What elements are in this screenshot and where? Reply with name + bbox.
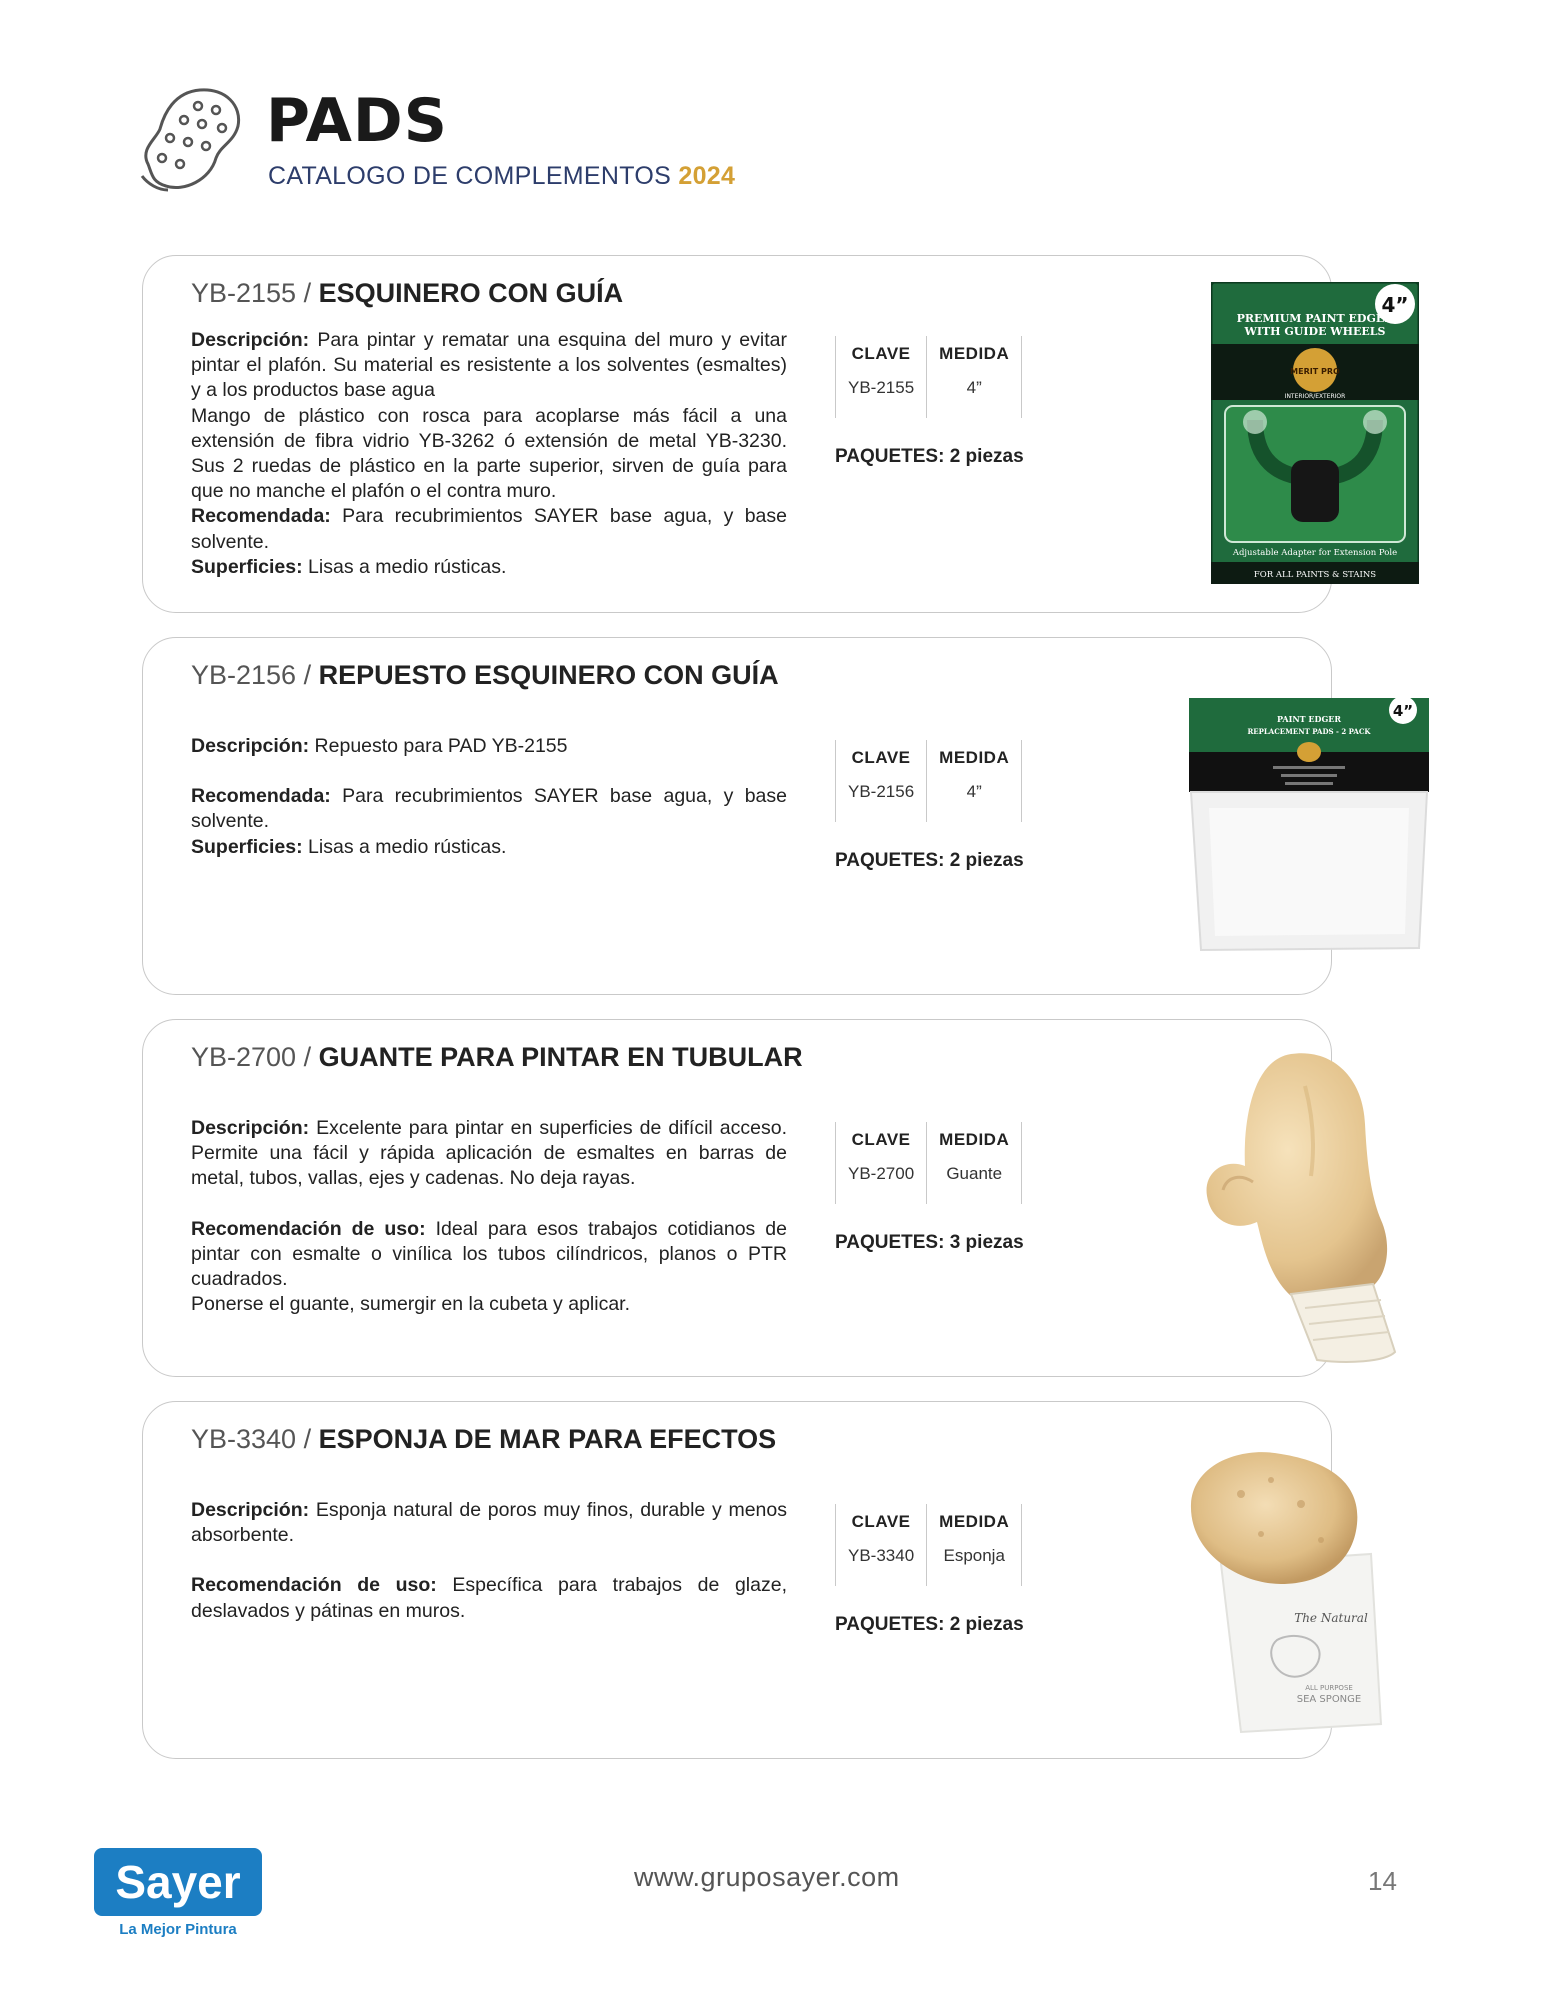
desc-text: Mango de plástico con rosca para acoplarse más fácil a una extensión de fibra vidrio YB-3262 ó extensión de metal YB-3230. Sus 2 ruedas de plástico en la parte superior, sirven de guía para que no manche el plafón o el contra muro.	[191, 404, 787, 503]
desc-label: Recomendación de uso:	[191, 1574, 437, 1597]
spec-clave-value: YB-2156	[848, 782, 915, 801]
desc-text: Ponerse el guante, sumergir en la cubeta y aplicar.	[191, 1293, 631, 1316]
spec-header-medida: MEDIDA	[939, 1130, 1010, 1149]
spec-block	[835, 1504, 1024, 1636]
product-name: REPUESTO ESQUINERO CON GUÍA	[318, 660, 779, 690]
product-code: YB-3340 /	[191, 1424, 312, 1454]
spec-header-clave: CLAVE	[851, 344, 911, 363]
product-title	[191, 1042, 803, 1073]
product-title	[191, 660, 779, 691]
desc-text: Lisas a medio rústicas.	[302, 835, 507, 858]
desc-text: Para recubrimientos SAYER base agua, y base solvente.	[191, 785, 787, 833]
product-code: YB-2156 /	[191, 660, 312, 690]
spec-header-clave: CLAVE	[851, 1512, 911, 1531]
desc-text: Repuesto para PAD YB-2155	[309, 735, 568, 757]
spec-clave-value: YB-3340	[848, 1546, 915, 1565]
desc-text: Excelente para pintar en superficies de difícil acceso. Permite una fácil y rápida aplicación de esmaltes en barras de metal, tubos, vallas, ejes y cadenas. No deja rayas.	[191, 1117, 787, 1190]
desc-text: Esponja natural de poros muy finos, durable y menos absorbente.	[191, 1499, 787, 1547]
painting-mitt-image	[1195, 1046, 1425, 1366]
package-adapter-label: Adjustable Adapter for Extension Pole	[1232, 548, 1398, 558]
subtitle-text: CATALOGO DE COMPLEMENTOS	[268, 162, 672, 190]
spec-medida-column	[927, 740, 1022, 822]
spec-paquetes: PAQUETES: 2 piezas	[835, 446, 1024, 467]
spec-header-clave: CLAVE	[851, 1130, 911, 1149]
spec-paquetes: PAQUETES: 3 piezas	[835, 1232, 1024, 1253]
product-description	[191, 734, 787, 860]
subtitle-year: 2024	[678, 162, 736, 190]
desc-text: Para pintar y rematar una esquina del muro y evitar pintar el plafón. Su material es resistente a los solventes (esmaltes) y a los productos base agua	[191, 329, 787, 402]
product-card-yb-3340	[142, 1401, 1368, 1759]
spec-clave-column	[835, 740, 927, 822]
package-title-line1: PREMIUM PAINT EDGER	[1236, 312, 1394, 325]
desc-label: Descripción:	[191, 329, 310, 351]
logo-tagline: La Mejor Pintura	[119, 1921, 237, 1938]
logo-brand-text: Sayer	[115, 1856, 241, 1908]
desc-label: Superficies:	[191, 555, 303, 578]
spec-header-medida: MEDIDA	[939, 748, 1010, 767]
spec-header-clave: CLAVE	[851, 748, 911, 767]
spec-table	[835, 1122, 1024, 1204]
desc-text: Para recubrimientos SAYER base agua, y base solvente.	[191, 505, 787, 553]
spec-medida-value: Guante	[946, 1164, 1003, 1183]
product-code: YB-2155 /	[191, 278, 312, 308]
sponge-icon	[138, 84, 248, 194]
package-interior-label: INTERIOR/EXTERIOR	[1284, 393, 1346, 400]
spec-medida-value: Esponja	[943, 1546, 1005, 1565]
spec-paquetes: PAQUETES: 2 piezas	[835, 850, 1024, 871]
spec-table	[835, 1504, 1024, 1586]
package-size-label: 4”	[1392, 702, 1414, 720]
desc-gap	[191, 1192, 787, 1217]
package-name-label: SEA SPONGE	[1296, 1694, 1362, 1705]
sayer-logo-mark	[94, 1848, 264, 1938]
paint-edger-package-image	[1211, 282, 1419, 584]
spec-medida-column	[927, 336, 1022, 418]
desc-label: Descripción:	[191, 735, 310, 757]
product-card-yb-2155	[142, 255, 1409, 613]
spec-header-medida: MEDIDA	[939, 1512, 1010, 1531]
desc-gap	[191, 759, 787, 784]
desc-label: Recomendada:	[191, 785, 331, 808]
package-title-line1: PAINT EDGER	[1276, 714, 1342, 724]
spec-table	[835, 740, 1024, 822]
product-name: ESPONJA DE MAR PARA EFECTOS	[318, 1424, 777, 1454]
page-header	[138, 84, 838, 204]
spec-clave-value: YB-2155	[848, 378, 915, 397]
spec-block	[835, 1122, 1024, 1254]
desc-label: Descripción:	[191, 1117, 310, 1139]
spec-table	[835, 336, 1024, 418]
product-card-yb-2156	[142, 637, 1414, 995]
product-card-yb-2700	[142, 1019, 1332, 1377]
desc-gap	[191, 1548, 787, 1573]
spec-medida-column	[927, 1504, 1022, 1586]
footer-url: www.gruposayer.com	[634, 1862, 900, 1892]
product-code: YB-2700 /	[191, 1042, 312, 1072]
desc-label: Recomendada:	[191, 505, 331, 528]
spec-block	[835, 740, 1024, 872]
spec-medida-value: 4”	[966, 378, 982, 397]
package-footer-label: FOR ALL PAINTS & STAINS	[1253, 570, 1377, 580]
desc-text: Ideal para esos trabajos cotidianos de pintar con esmalte o vinílica los tubos cilíndricos, planos o PTR cuadrados.	[191, 1217, 787, 1291]
spec-paquetes: PAQUETES: 2 piezas	[835, 1614, 1024, 1635]
desc-text: Específica para trabajos de glaze, deslavados y pátinas en muros.	[191, 1574, 787, 1622]
desc-label: Recomendación de uso:	[191, 1217, 426, 1240]
spec-medida-column	[927, 1122, 1022, 1204]
package-size-label: 4”	[1381, 293, 1409, 317]
desc-label: Descripción:	[191, 1499, 310, 1521]
page-subtitle	[268, 162, 735, 191]
package-brand-badge: MERIT PRO	[1290, 367, 1340, 376]
spec-clave-column	[835, 336, 927, 418]
desc-text: Lisas a medio rústicas.	[302, 555, 507, 578]
spec-clave-column	[835, 1122, 927, 1204]
sayer-logo	[94, 1848, 264, 1938]
product-title	[191, 1424, 776, 1455]
spec-header-medida: MEDIDA	[939, 344, 1010, 363]
product-description	[191, 1116, 787, 1317]
desc-label: Superficies:	[191, 835, 303, 858]
sea-sponge-package-image	[1181, 1444, 1391, 1734]
spec-block	[835, 336, 1024, 468]
package-title-line2: WITH GUIDE WHEELS	[1244, 325, 1386, 338]
spec-medida-value: 4”	[966, 782, 982, 801]
replacement-pads-package-image	[1189, 698, 1429, 954]
spec-clave-column	[835, 1504, 927, 1586]
page-number: 14	[1368, 1866, 1397, 1896]
product-description	[191, 1498, 787, 1624]
page-title: PADS	[266, 86, 448, 156]
spec-clave-value: YB-2700	[848, 1164, 915, 1183]
package-brand-label: The Natural	[1294, 1611, 1368, 1625]
package-purpose-label: ALL PURPOSE	[1305, 1684, 1353, 1692]
product-description	[191, 328, 787, 580]
product-name: GUANTE PARA PINTAR EN TUBULAR	[318, 1042, 803, 1072]
package-title-line2: REPLACEMENT PADS - 2 PACK	[1247, 727, 1371, 736]
product-title	[191, 278, 623, 309]
product-name: ESQUINERO CON GUÍA	[318, 278, 624, 308]
